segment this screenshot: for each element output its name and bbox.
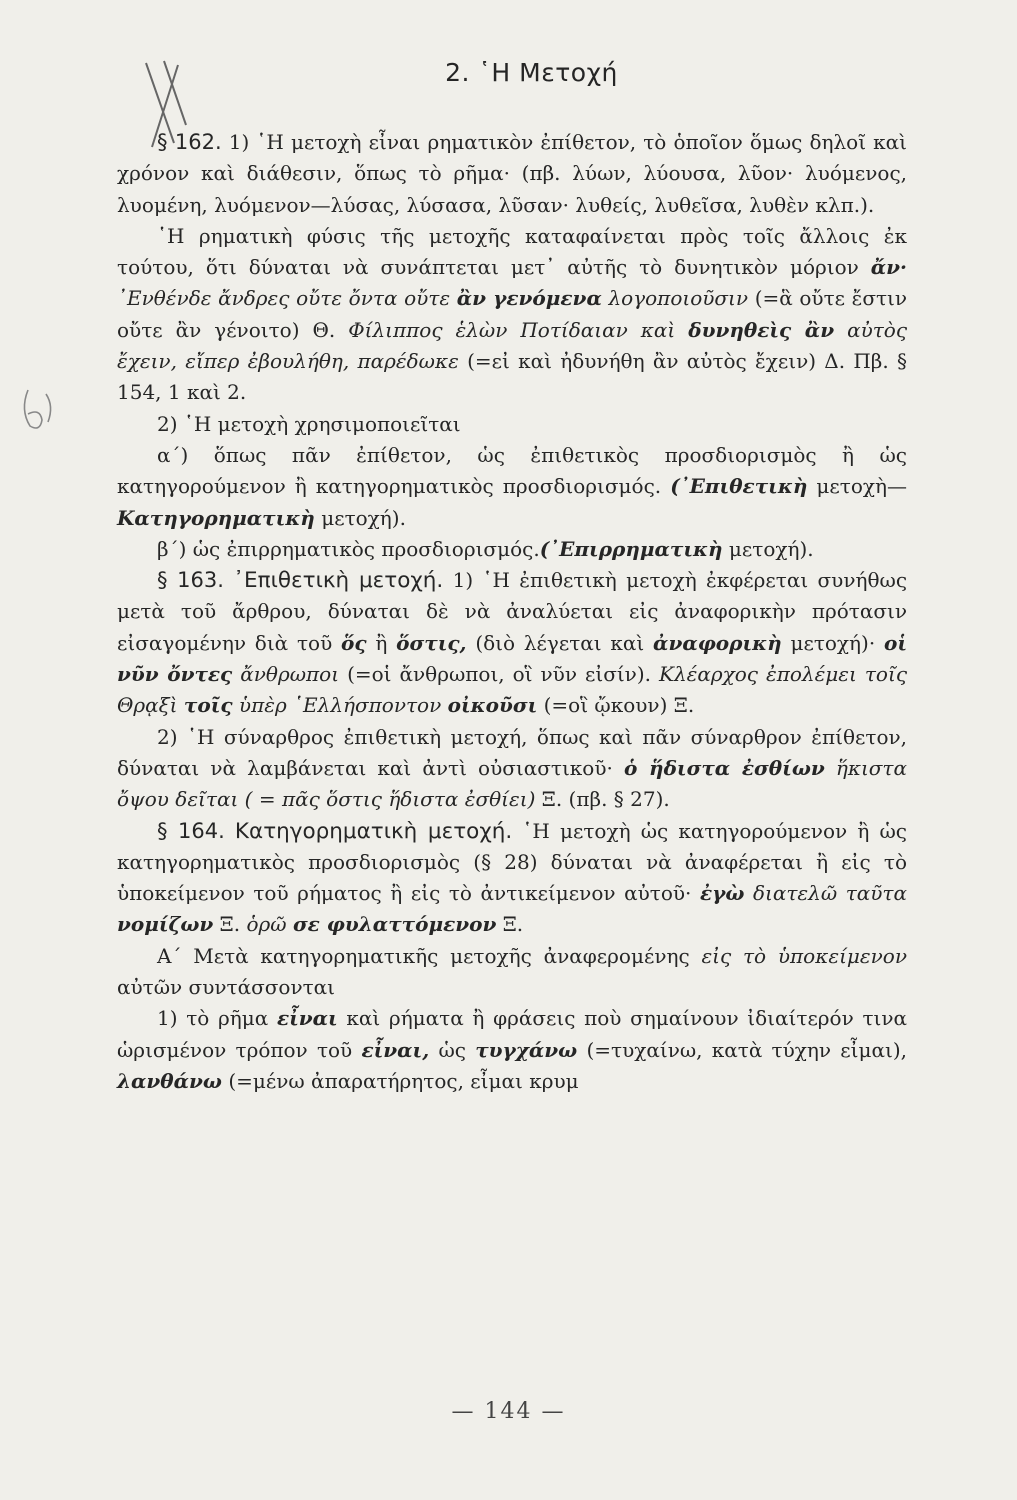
s164-para3: 1) τὸ ρῆμα εἶναι καὶ ρήματα ἢ φράσεις ποὺ σημαίνουν ἰδιαίτερόν τινα ὡρισμένον τρόπον τοῦ εἶναι, ὡς τυγχάνω (=τυχαίνω, κατὰ τύχην εἶμαι), λανθάνω (=μένω ἀπαρατήρητος, εἶμαι κρυμ: [117, 1006, 908, 1093]
s162-para5: β΄) ὡς ἐπιρρηματικὸς προσδιορισμός.(᾿Επιρρηματικὴ μετοχή).: [157, 536, 814, 561]
margin-pencil-note: [18, 380, 58, 440]
page-text: [117, 127, 907, 1097]
s162-para1: § 162. 1) ῾Η μετοχὴ εἶναι ρηματικὸν ἐπίθετον, τὸ ὁποῖον ὅμως δηλοῖ καὶ χρόνον καὶ διάθεσιν, ὅπως τὸ ρῆμα· (πβ. λύων, λύουσα, λῦον· λυόμενος, λυομένη, λυόμενον—λύσας, λύσασα, λῦσαν· λυθείς, λυθεῖσα, λυθὲν κλπ.).: [117, 130, 908, 217]
s164-para1: § 164. Κατηγορηματικὴ μετοχή. ῾Η μετοχὴ ὡς κατηγορούμενον ἢ ὡς κατηγορηματικὸς προσδιορισμὸς (§ 28) δύναται νὰ ἀναφέρεται ἢ εἰς τὸ ὑποκείμενον τοῦ ρήματος ἢ εἰς τὸ ἀντικείμενον αὐτοῦ· ἐγὼ διατελῶ ταῦτα νομίζων Ξ. ὁρῶ σε φυλαττόμενον Ξ.: [117, 818, 907, 937]
s164-para2: Α΄ Μετὰ κατηγορηματικῆς μετοχῆς ἀναφερομένης εἰς τὸ ὑποκείμενον αὐτῶν συντάσσονται: [117, 943, 907, 1000]
s163-para2: 2) ῾Η σύναρθρος ἐπιθετικὴ μετοχή, ὅπως καὶ πᾶν σύναρθρον ἐπίθετον, δύναται νὰ λαμβάνεται καὶ ἀντὶ οὐσιαστικοῦ· ὁ ἥδιστα ἐσθίων ἥκιστα ὄψου δεῖται ( = πᾶς ὅστις ἥδιστα ἐσθίει) Ξ. (πβ. § 27).: [117, 724, 908, 812]
page-number: — 144 —: [451, 1399, 566, 1424]
s162-para4: α΄) ὅπως πᾶν ἐπίθετον, ὡς ἐπιθετικὸς προσδιορισμὸς ἢ ὡς κατηγορούμενον ἢ κατηγορηματικὸς προσδιορισμός. (᾿Επιθετικὴ μετοχὴ—Κατηγορηματικὴ μετοχή).: [117, 442, 907, 530]
running-header: 2. ῾Η Μετοχή: [445, 58, 618, 87]
s162-para3: 2) ῾Η μετοχὴ χρησιμοποιεῖται: [157, 411, 461, 436]
s162-para2: ῾Η ρηματικὴ φύσις τῆς μετοχῆς καταφαίνεται πρὸς τοῖς ἄλλοις ἐκ τούτου, ὅτι δύναται νὰ συνάπτεται μετ᾽ αὐτῆς τὸ δυνητικὸν μόριον ἄν· ᾿Ενθένδε ἄνδρες οὔτε ὄντα οὔτε ἂν γενόμενα λογοποιοῦσιν (=ἃ οὔτε ἔστιν οὔτε ἂν γένοιτο) Θ. Φίλιππος ἑλὼν Ποτίδαιαν καὶ δυνηθεὶς ἂν αὐτὸς ἔχειν, εἴπερ ἐβουλήθη, παρέδωκε (=εἰ καὶ ἠδυνήθη ἂν αὐτὸς ἔχειν) Δ. Πβ. § 154, 1 καὶ 2.: [117, 223, 908, 405]
s163-para1: § 163. ᾿Επιθετικὴ μετοχή. 1) ῾Η ἐπιθετικὴ μετοχὴ ἐκφέρεται συνήθως μετὰ τοῦ ἄρθρου, δύναται δὲ νὰ ἀναλύεται εἰς ἀναφορικὴν πρότασιν εἰσαγομένην διὰ τοῦ ὅς ἢ ὅστις, (διὸ λέγεται καὶ ἀναφορικὴ μετοχή)· οἱ νῦν ὄντες ἄνθρωποι (=οἱ ἄνθρωποι, οἳ νῦν εἰσίν). Κλέαρχος ἐπολέμει τοῖς Θρᾳξὶ τοῖς ὑπὲρ ῾Ελλήσποντον οἰκοῦσι (=οἳ ᾤκουν) Ξ.: [117, 568, 908, 718]
